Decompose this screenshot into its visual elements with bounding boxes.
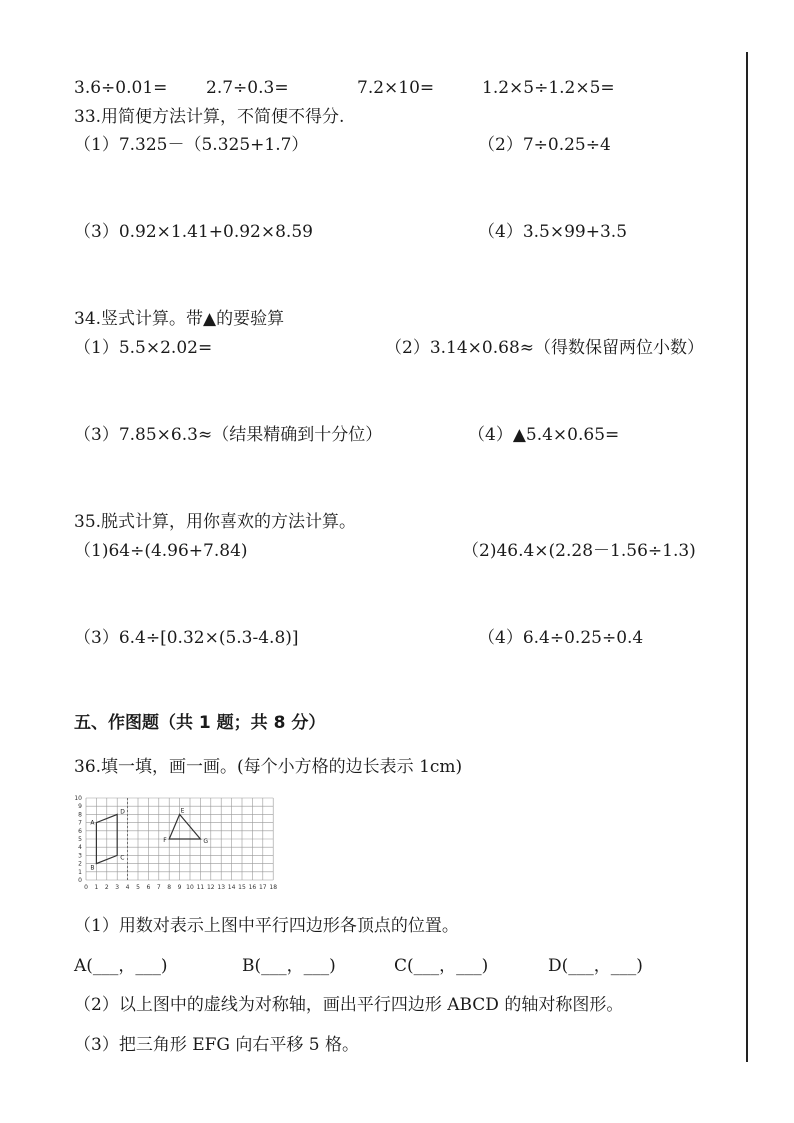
x-tick-label: 10 [186,884,194,891]
x-tick-label: 8 [167,884,172,891]
vertex-label-e: E [180,807,185,815]
x-tick-label: 13 [217,884,226,891]
q33-item-2: （2）7÷0.25÷4 [478,135,611,155]
x-tick-label: 7 [156,884,161,891]
vertex-label-b: B [90,864,95,872]
vertex-label-d: D [120,808,125,816]
vertex-label-g: G [203,838,209,845]
vertex-label-a: A [90,819,95,827]
section-5-title: 五、作图题（共 1 题；共 8 分） [74,713,326,733]
x-tick-label: 14 [227,884,236,891]
vertex-label-c: C [120,854,125,862]
top-expr-3: 7.2×10= [357,78,435,98]
top-expr-1: 3.6÷0.01= [74,78,168,98]
q35-title: 35.脱式计算，用你喜欢的方法计算。 [74,512,357,532]
y-tick-label: 6 [78,827,82,835]
q34-item-2: （2）3.14×0.68≈（得数保留两位小数） [385,338,705,358]
x-tick-label: 9 [177,884,182,891]
q36-sub3: （3）把三角形 EFG 向右平移 5 格。 [74,1035,360,1055]
x-tick-label: 3 [115,884,120,891]
top-expr-4: 1.2×5÷1.2×5= [482,78,615,98]
q35-item-3: （3）6.4÷[0.32×(5.3-4.8)] [74,628,299,648]
y-tick-label: 3 [78,852,82,860]
q36-title: 36.填一填，画一画。(每个小方格的边长表示 1cm) [74,757,463,777]
y-tick-label: 10 [74,795,82,802]
x-tick-label: 15 [238,884,246,891]
q34-item-3: （3）7.85×6.3≈（结果精确到十分位） [74,425,383,445]
margin-rule [746,52,748,1062]
x-tick-label: 4 [125,884,130,891]
y-tick-label: 7 [78,819,82,827]
q33-item-3: （3）0.92×1.41+0.92×8.59 [74,222,313,242]
answer-d: D(___，___) [548,956,643,976]
x-tick-label: 2 [104,884,109,891]
answer-a: A(___，___) [74,956,168,976]
q35-item-2: （2)46.4×(2.28－1.56÷1.3) [462,541,696,561]
x-tick-label: 1 [94,884,99,891]
top-expr-2: 2.7÷0.3= [206,78,289,98]
answer-c: C(___，___) [394,956,489,976]
x-tick-label: 0 [84,884,88,891]
q34-title: 34.竖式计算。带▲的要验算 [74,309,285,329]
x-tick-label: 5 [136,884,140,891]
x-tick-label: 18 [269,884,278,891]
x-tick-label: 12 [206,884,215,891]
q35-item-1: （1)64÷(4.96+7.84) [74,541,248,561]
answer-b: B(___，___) [242,956,336,976]
q33-title: 33.用简便方法计算，不简便不得分. [74,107,345,127]
y-tick-label: 5 [78,836,82,843]
y-tick-label: 0 [78,877,82,884]
q33-item-1: （1）7.325－（5.325+1.7） [74,135,309,155]
x-tick-label: 6 [146,884,151,891]
q33-item-4: （4）3.5×99+3.5 [478,222,628,242]
q34-item-4: （4）▲5.4×0.65= [468,425,620,445]
q36-sub1: （1）用数对表示上图中平行四边形各顶点的位置。 [74,916,459,936]
coordinate-grid-figure [70,792,278,898]
q35-item-4: （4）6.4÷0.25÷0.4 [478,628,644,648]
x-tick-label: 17 [258,884,267,891]
y-tick-label: 1 [78,868,82,876]
q36-sub2: （2）以上图中的虚线为对称轴，画出平行四边形 ABCD 的轴对称图形。 [74,995,624,1015]
y-tick-label: 4 [78,844,82,852]
y-tick-label: 2 [78,860,82,868]
triangle-efg [169,814,200,839]
x-tick-label: 11 [196,884,205,891]
y-tick-label: 8 [78,811,82,819]
y-tick-label: 9 [78,803,82,811]
q34-item-1: （1）5.5×2.02= [74,338,213,358]
x-tick-label: 16 [248,884,257,891]
vertex-label-f: F [163,837,167,844]
